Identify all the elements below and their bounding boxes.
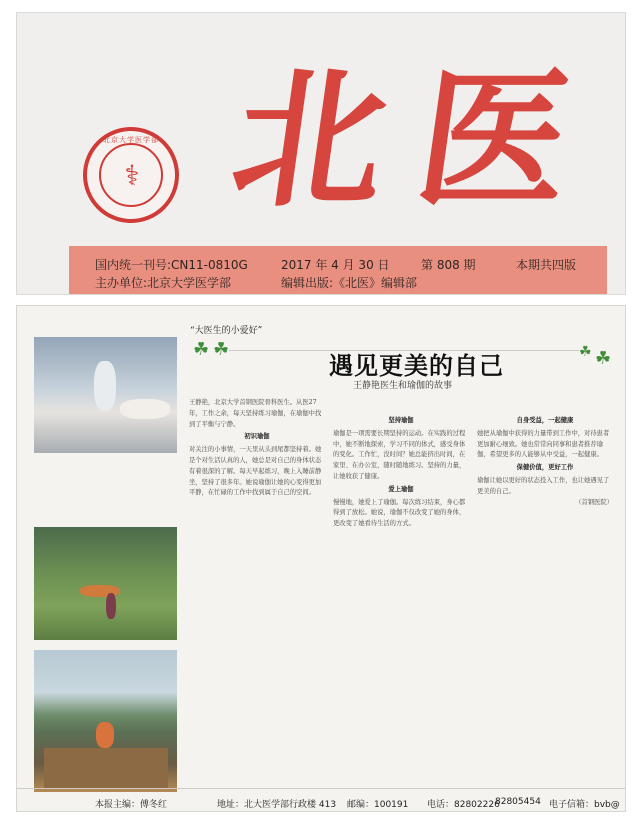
sponsor: 主办单位:北京大学医学部 bbox=[95, 276, 232, 290]
hospital-ward-photo bbox=[34, 337, 177, 453]
article-paragraph: 瑜伽是一项需要长期坚持的运动。在实践的过程中，她不断地探索，学习不同的体式，感受身体的变化。工作忙，没时间？她总能挤出时间，在家里、在办公室，随时随地练习。坚持的力量，让她收获了健康。 bbox=[333, 429, 466, 480]
seal-inner-ring bbox=[99, 143, 163, 207]
article-column-3 bbox=[477, 414, 613, 786]
wooden-raft bbox=[44, 748, 168, 788]
clover-icon: ☘ bbox=[579, 344, 592, 360]
meditation-raft-photo bbox=[34, 650, 177, 792]
section-heading: 爱上瑜伽 bbox=[388, 485, 414, 493]
section-heading: 自身受益，一起健康 bbox=[516, 417, 574, 424]
phone: 电话：82802226 bbox=[427, 800, 500, 810]
clover-icon: ☘ bbox=[193, 339, 210, 360]
masthead-title-char-1: 北 bbox=[222, 52, 398, 228]
yoga-figure-leg bbox=[106, 593, 116, 619]
seal-ring-text: 北京大学医学部 bbox=[103, 136, 159, 144]
article-column-2 bbox=[333, 414, 469, 786]
serial-number: 国内统一刊号:CN11-0810G bbox=[95, 258, 248, 272]
section-heading: 初识瑜伽 bbox=[244, 433, 270, 441]
issue-date: 2017 年 4 月 30 日 bbox=[281, 258, 390, 272]
article-paragraph: 慢慢地，她爱上了瑜伽。每次练习结束，身心都得到了放松。她说，瑜伽不仅改变了她的身体，更改变了她看待生活的方式。 bbox=[333, 498, 466, 528]
editor: 编辑出版:《北医》编辑部 bbox=[281, 276, 418, 290]
article-paragraph: 她把从瑜伽中获得的力量带到工作中，对待患者更加耐心细致。她也常常向同事和患者推荐瑜伽，希望更多的人能够从中受益，一起健康。 bbox=[477, 429, 610, 459]
article-intro: 王静艳，北京大学首钢医院骨科医生。从医27年，工作之余，每天坚持练习瑜伽，在瑜伽中找到了平衡与宁静。 bbox=[189, 399, 322, 428]
newspaper-page bbox=[16, 305, 626, 812]
patient-bed bbox=[120, 399, 170, 419]
page-count: 本期共四版 bbox=[516, 258, 577, 272]
yoga-pose-photo bbox=[34, 527, 177, 640]
masthead-title-char-2: 医 bbox=[406, 52, 582, 228]
clover-icon: ☘ bbox=[595, 348, 612, 369]
article-deck: 王静艳医生和瑜伽的故事 bbox=[353, 381, 453, 391]
section-heading: 坚持瑜伽 bbox=[388, 417, 414, 424]
clover-icon: ☘ bbox=[213, 339, 230, 360]
issue-number: 第 808 期 bbox=[421, 258, 476, 272]
email: 电子信箱：bvb@ bbox=[549, 800, 620, 810]
article-author: （首钢医院） bbox=[575, 498, 613, 506]
postcode: 邮编：100191 bbox=[347, 800, 409, 810]
chief-editor: 本报主编：傅冬红 bbox=[95, 800, 168, 810]
caduceus-icon: ⚕ bbox=[124, 159, 140, 192]
article-paragraph: 瑜伽让她以更好的状态投入工作，也让她遇见了更美的自己。 bbox=[477, 476, 610, 495]
article-column-1 bbox=[189, 398, 325, 786]
article-headline: 遇见更美的自己 bbox=[329, 351, 504, 380]
article-paragraph: 对关注的小事情，一天里从头到尾都坚持着。她是个对生活认真的人，她总是对自己的身体状态有着很深的了解。每天早起练习，晚上入睡前静坐，坚持了很多年。她说瑜伽让她的心变得更加平静，在忙碌的工作中找到属于自己的空间。 bbox=[189, 446, 322, 497]
meditating-figure bbox=[96, 722, 114, 748]
page-footer bbox=[17, 789, 626, 812]
masthead-info-bar bbox=[69, 246, 607, 295]
column-label: “大医生的小爱好” bbox=[190, 326, 263, 336]
address: 地址：北大医学部行政楼 413 bbox=[217, 800, 337, 810]
masthead bbox=[16, 12, 626, 295]
doctor-figure bbox=[94, 361, 116, 411]
phone-2: 82805454 bbox=[495, 797, 541, 807]
university-seal bbox=[83, 127, 179, 223]
section-heading: 保健价值，更好工作 bbox=[516, 464, 574, 472]
